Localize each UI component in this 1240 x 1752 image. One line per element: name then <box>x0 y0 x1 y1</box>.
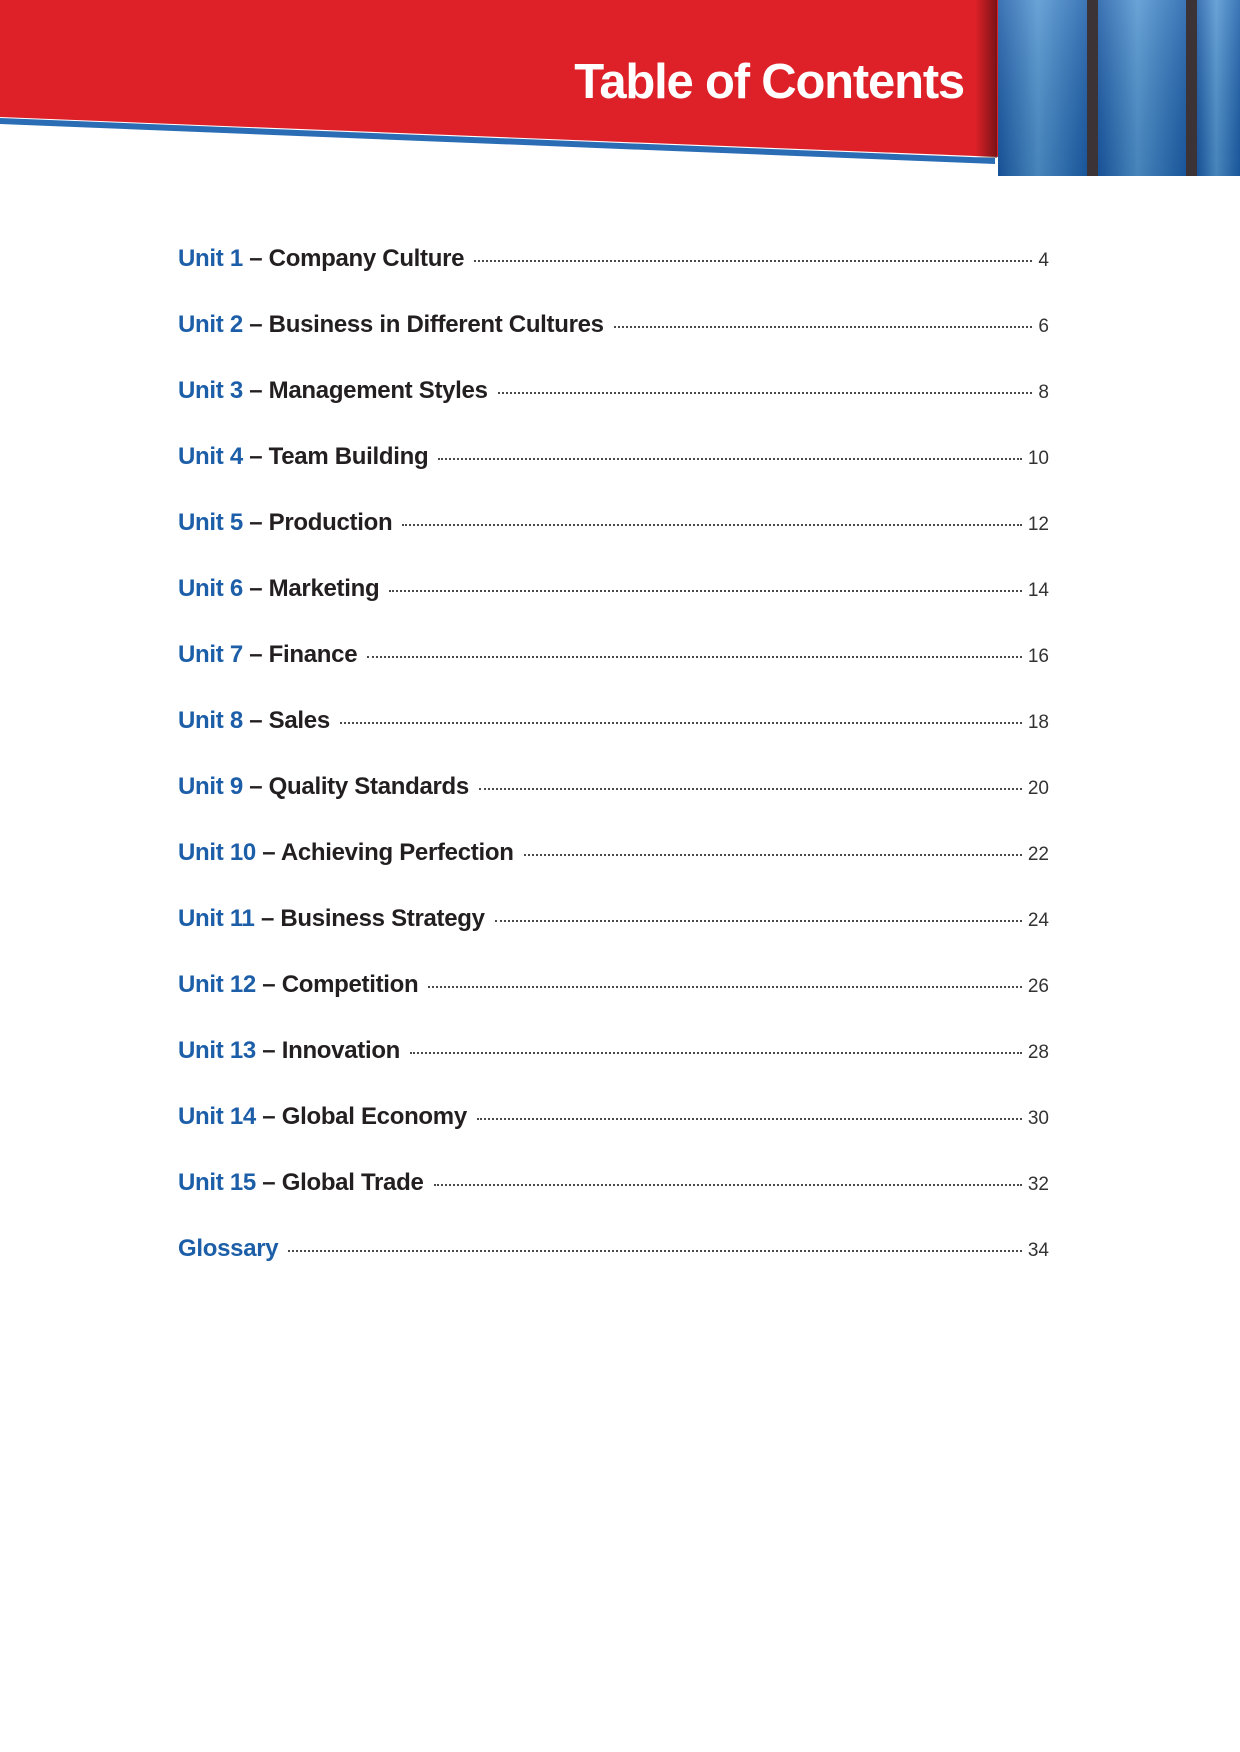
unit-title: Management Styles <box>268 377 488 404</box>
toc-entry-title <box>178 709 330 733</box>
title-separator: – <box>242 575 269 602</box>
unit-title: Team Building <box>268 443 429 470</box>
page-number: 32 <box>1027 1174 1049 1195</box>
unit-label: Unit 13 <box>178 1037 256 1064</box>
page-number: 28 <box>1027 1042 1049 1063</box>
unit-label: Unit 7 <box>178 641 243 668</box>
unit-title: Company Culture <box>268 245 465 272</box>
unit-title: Business in Different Cultures <box>268 311 604 338</box>
toc-entry[interactable] <box>178 907 1049 973</box>
unit-label: Unit 15 <box>178 1169 256 1196</box>
toc-entry[interactable] <box>178 1039 1049 1105</box>
unit-title: Global Trade <box>281 1169 424 1196</box>
unit-title: Achieving Perfection <box>280 839 514 866</box>
toc-entry[interactable] <box>178 973 1049 1039</box>
toc-entry-title <box>178 247 464 271</box>
dot-leader <box>498 392 1033 394</box>
unit-title: Sales <box>268 707 330 734</box>
page-number: 18 <box>1027 712 1049 733</box>
page-number: 24 <box>1027 910 1049 931</box>
page-number: 14 <box>1027 580 1049 601</box>
unit-title: Marketing <box>268 575 380 602</box>
page-number: 6 <box>1038 316 1049 337</box>
toc-entry-title <box>178 643 357 667</box>
toc-entry[interactable] <box>178 445 1049 511</box>
toc-entry-title <box>178 1105 467 1129</box>
dot-leader <box>614 326 1033 328</box>
dot-leader <box>428 986 1021 988</box>
title-separator: – <box>242 311 269 338</box>
page-number: 34 <box>1027 1240 1049 1261</box>
title-separator: – <box>255 839 281 866</box>
toc-entry[interactable] <box>178 841 1049 907</box>
unit-title: Competition <box>281 971 419 998</box>
banner-shadow <box>975 0 997 158</box>
dot-leader <box>438 458 1022 460</box>
banner-stripe-gap-1 <box>1087 0 1098 176</box>
unit-title: Finance <box>268 641 358 668</box>
dot-leader <box>524 854 1022 856</box>
unit-label: Unit 9 <box>178 773 243 800</box>
dot-leader <box>288 1250 1022 1252</box>
toc-entry-title <box>178 1171 424 1195</box>
toc-entry-title <box>178 775 469 799</box>
dot-leader <box>479 788 1022 790</box>
dot-leader <box>474 260 1032 262</box>
unit-title: Business Strategy <box>280 905 485 932</box>
title-separator: – <box>242 377 269 404</box>
toc-entry-title <box>178 577 379 601</box>
toc-entry[interactable] <box>178 1105 1049 1171</box>
dot-leader <box>410 1052 1022 1054</box>
toc-entry[interactable] <box>178 775 1049 841</box>
page-number: 4 <box>1038 250 1049 271</box>
unit-label: Unit 2 <box>178 311 243 338</box>
toc-entry[interactable] <box>178 1237 1049 1303</box>
dot-leader <box>477 1118 1022 1120</box>
toc-entry-title <box>178 907 485 931</box>
title-separator: – <box>242 707 269 734</box>
toc-entry-title <box>178 1039 400 1063</box>
title-separator: – <box>255 971 282 998</box>
page-number: 16 <box>1027 646 1049 667</box>
toc-entry[interactable] <box>178 247 1049 313</box>
title-separator: – <box>255 1169 282 1196</box>
toc-entry-title <box>178 445 428 469</box>
toc-entry[interactable] <box>178 643 1049 709</box>
unit-label: Unit 3 <box>178 377 243 404</box>
title-separator: – <box>255 1037 282 1064</box>
toc-entry[interactable] <box>178 709 1049 775</box>
title-separator: – <box>242 641 269 668</box>
page-number: 26 <box>1027 976 1049 997</box>
toc-entry-title <box>178 841 514 865</box>
page-title: Table of Contents <box>574 55 964 109</box>
unit-title: Quality Standards <box>268 773 469 800</box>
page-number: 8 <box>1038 382 1049 403</box>
unit-label: Unit 12 <box>178 971 256 998</box>
unit-label: Unit 5 <box>178 509 243 536</box>
unit-title: Global Economy <box>281 1103 467 1130</box>
dot-leader <box>389 590 1022 592</box>
page-number: 22 <box>1027 844 1049 865</box>
toc-entry-title <box>178 1237 278 1261</box>
page-number: 10 <box>1027 448 1049 469</box>
toc-entry-title <box>178 379 488 403</box>
dot-leader <box>402 524 1022 526</box>
table-of-contents <box>178 247 1049 1303</box>
toc-entry-title <box>178 313 604 337</box>
unit-title: Innovation <box>281 1037 401 1064</box>
dot-leader <box>434 1184 1022 1186</box>
toc-entry[interactable] <box>178 313 1049 379</box>
toc-entry-title <box>178 511 392 535</box>
unit-label: Unit 1 <box>178 245 243 272</box>
unit-label: Unit 6 <box>178 575 243 602</box>
dot-leader <box>495 920 1022 922</box>
dot-leader <box>340 722 1022 724</box>
dot-leader <box>367 656 1022 658</box>
title-separator: – <box>254 905 281 932</box>
page-number: 30 <box>1027 1108 1049 1129</box>
title-separator: – <box>242 245 269 272</box>
unit-label: Glossary <box>178 1235 279 1262</box>
title-separator: – <box>242 443 269 470</box>
unit-label: Unit 11 <box>178 905 255 932</box>
unit-label: Unit 10 <box>178 839 256 866</box>
title-separator: – <box>242 773 269 800</box>
unit-label: Unit 14 <box>178 1103 256 1130</box>
toc-entry[interactable] <box>178 379 1049 445</box>
toc-entry[interactable] <box>178 511 1049 577</box>
page-number: 12 <box>1027 514 1049 535</box>
banner-stripe-gap-2 <box>1186 0 1197 176</box>
toc-entry[interactable] <box>178 577 1049 643</box>
toc-entry-title <box>178 973 418 997</box>
title-separator: – <box>255 1103 282 1130</box>
page-number: 20 <box>1027 778 1049 799</box>
unit-title: Production <box>268 509 393 536</box>
unit-label: Unit 8 <box>178 707 243 734</box>
toc-entry[interactable] <box>178 1171 1049 1237</box>
title-separator: – <box>242 509 269 536</box>
unit-label: Unit 4 <box>178 443 243 470</box>
